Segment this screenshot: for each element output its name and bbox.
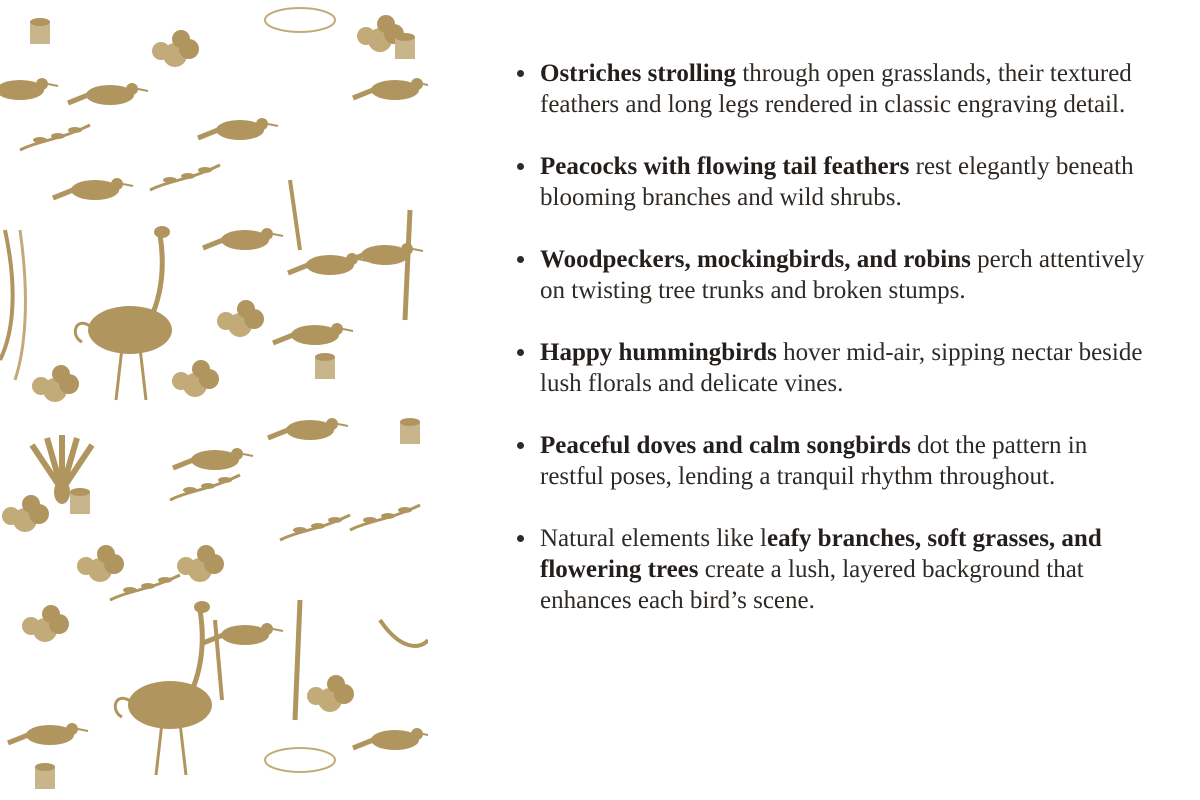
list-item — [517, 430, 1157, 492]
feature-text: through open grasslands, their textured feathers and long legs rendered in classic engraving detail. — [540, 60, 1132, 118]
bullet-icon — [517, 349, 524, 356]
feature-highlight: Woodpeckers, mockingbirds, and robins — [540, 246, 971, 273]
list-item — [517, 151, 1157, 213]
bird-icon — [173, 448, 253, 470]
bullet-icon — [517, 256, 524, 263]
bird-icon — [273, 323, 353, 345]
feature-text: rest elegantly beneath blooming branches and wild shrubs. — [540, 153, 1134, 211]
list-item — [517, 58, 1157, 120]
feature-highlight: Happy hummingbirds — [540, 339, 777, 366]
feature-text: dot the pattern in restful poses, lending a tranquil rhythm throughout. — [540, 432, 1088, 490]
bird-icon — [268, 418, 348, 440]
bird-icon — [8, 723, 88, 745]
feature-text: hover mid-air, sipping nectar beside lush florals and delicate vines. — [540, 339, 1143, 397]
ostrich-icon — [115, 601, 212, 775]
bird-icon — [53, 178, 133, 200]
bird-feature-list — [517, 58, 1157, 647]
bird-icon — [198, 118, 278, 140]
feature-highlight: eafy branches, soft grasses, and flowering trees — [540, 525, 1102, 583]
bird-icon — [353, 728, 428, 750]
bird-icon — [203, 228, 283, 250]
list-item — [517, 244, 1157, 306]
bullet-icon — [517, 442, 524, 449]
bullet-icon — [517, 70, 524, 77]
bullet-icon — [517, 535, 524, 542]
list-item — [517, 337, 1157, 399]
feature-highlight: Ostriches strolling — [540, 60, 737, 87]
bird-icon — [0, 78, 58, 100]
toile-pattern-illustration — [0, 0, 428, 800]
feature-text: Natural elements like l — [540, 525, 768, 552]
list-item — [517, 523, 1157, 616]
toile-pattern-panel — [0, 0, 428, 800]
ostrich-icon — [75, 226, 172, 400]
feature-highlight: Peaceful doves and calm songbirds — [540, 432, 911, 459]
feature-text: create a lush, layered background that enhances each bird’s scene. — [540, 556, 1084, 614]
bird-icon — [353, 78, 428, 100]
bullet-icon — [517, 163, 524, 170]
bird-icon — [68, 83, 148, 105]
feature-highlight: Peacocks with flowing tail feathers — [540, 153, 910, 180]
feature-text: perch attentively on twisting tree trunks and broken stumps. — [540, 246, 1145, 304]
